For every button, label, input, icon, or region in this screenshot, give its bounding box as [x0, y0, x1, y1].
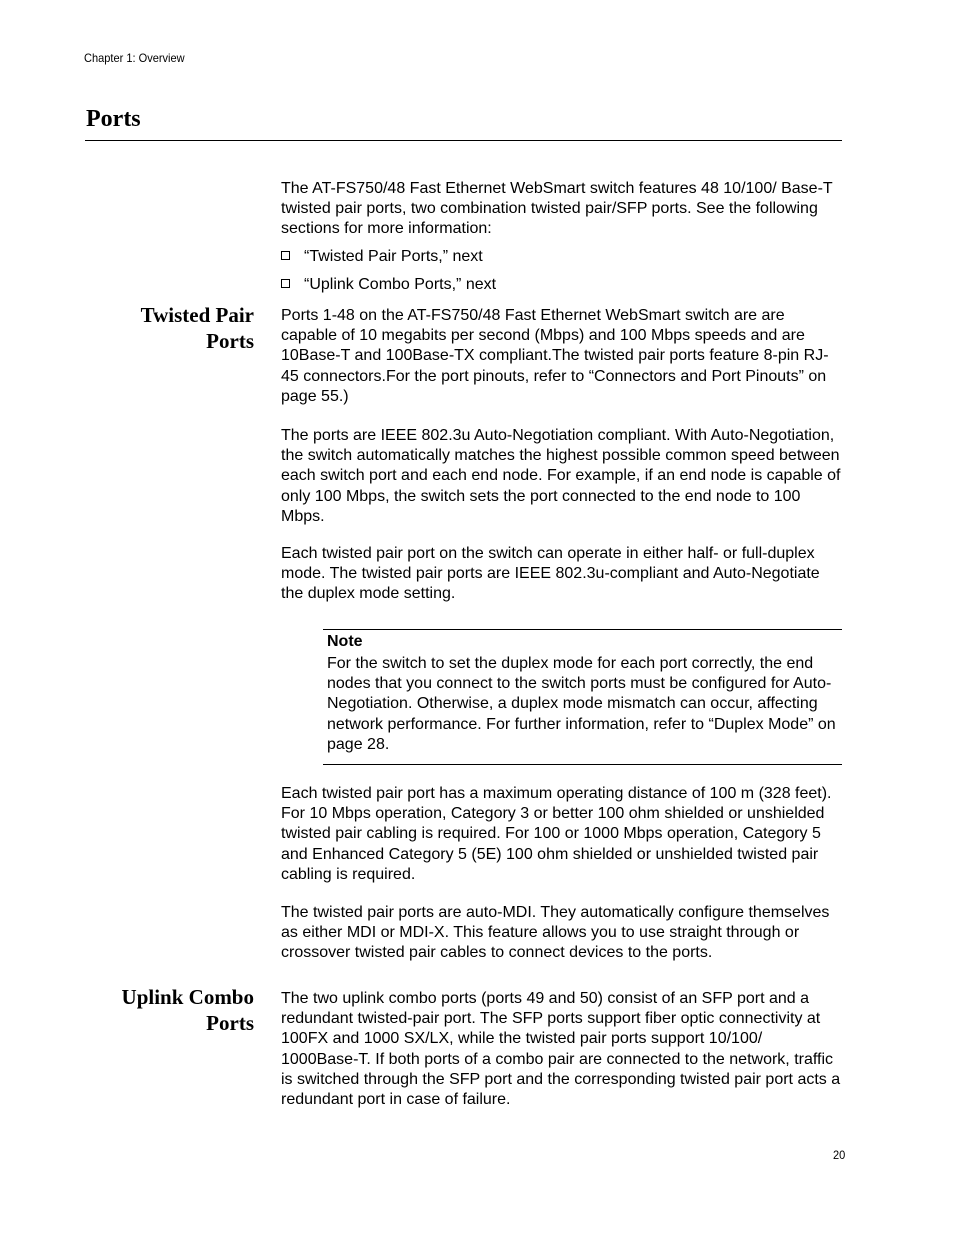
twisted-pair-paragraph-3: Each twisted pair port on the switch can operate in either half- or full-duplex mode. The twisted pair ports are IEEE 802.3u-compliant and Auto-Negotiate the duplex mode setting. [281, 545, 820, 603]
bullet-item [281, 247, 483, 267]
checkbox-bullet-icon [281, 251, 290, 260]
title-rule [85, 140, 842, 141]
side-heading-line: Ports [206, 329, 254, 353]
bullet-text: “Uplink Combo Ports,” next [304, 276, 497, 293]
side-heading-uplink-combo [122, 984, 254, 1036]
side-heading-line: Twisted Pair [140, 303, 254, 327]
twisted-pair-paragraph-4: Each twisted pair port has a maximum operating distance of 100 m (328 feet). For 10 Mbps operation, Category 3 or better 100 ohm shielded or unshielded twisted pair cabling is required. For 100 or 1000 Mbps operation, Category 5 and Enhanced Category 5 (5E) 100 ohm shielded or unshielded twisted pair cabling is required. [281, 785, 832, 883]
twisted-pair-paragraph-1: Ports 1-48 on the AT-FS750/48 Fast Ethernet WebSmart switch are are capable of 10 megabits per second (Mbps) and 100 Mbps speeds and are 10Base-T and 100Base-TX compliant.The twisted pair ports feature 8-pin RJ-45 connectors.For the port pinouts, refer to “Connectors and Port Pinouts” on page 55.) [281, 307, 829, 405]
side-heading-line: Uplink Combo [121, 985, 254, 1009]
checkbox-bullet-icon [281, 279, 290, 288]
twisted-pair-paragraph-2: The ports are IEEE 802.3u Auto-Negotiation compliant. With Auto-Negotiation, the switch automatically matches the highest possible common speed between each switch port and each end node. For example, if an end node is capable of only 100 Mbps, the switch sets the port connected to the end node to 100 Mbps. [281, 427, 841, 525]
uplink-combo-paragraph: The two uplink combo ports (ports 49 and 50) consist of an SFP port and a redundant twisted-pair port. The SFP ports support fiber optic connectivity at 100FX and 1000 SX/LX, while the twisted pair ports support 10/100/ 1000Base-T. If both ports of a combo pair are connected to the network, traffic is switched through the SFP port and the corresponding twisted pair port acts a redundant port in case of failure. [281, 990, 841, 1109]
note-label: Note [327, 633, 363, 650]
side-heading-twisted-pair [141, 302, 254, 354]
twisted-pair-paragraph-5: The twisted pair ports are auto-MDI. They automatically configure themselves as either MDI or MDI-X. This feature allows you to use straight through or crossover twisted pair cables to connect devices to the ports. [281, 904, 830, 962]
running-header: Chapter 1: Overview [84, 51, 185, 65]
bullet-item [281, 275, 496, 295]
note-text: For the switch to set the duplex mode for each port correctly, the end nodes that you connect to the switch ports must be configured for Auto-Negotiation. Otherwise, a duplex mode mismatch can occur, affecting network performance. For further information, refer to “Duplex Mode” on page 28. [327, 655, 836, 753]
section-title: Ports [86, 106, 141, 132]
page-number: 20 [833, 1148, 846, 1162]
side-heading-line: Ports [206, 1011, 254, 1035]
bullet-text: “Twisted Pair Ports,” next [304, 248, 483, 265]
note-box [323, 629, 842, 765]
intro-paragraph: The AT-FS750/48 Fast Ethernet WebSmart switch features 48 10/100/ Base-T twisted pair ports, two combination twisted pair/SFP ports. See the following sections for more information: [281, 180, 833, 238]
